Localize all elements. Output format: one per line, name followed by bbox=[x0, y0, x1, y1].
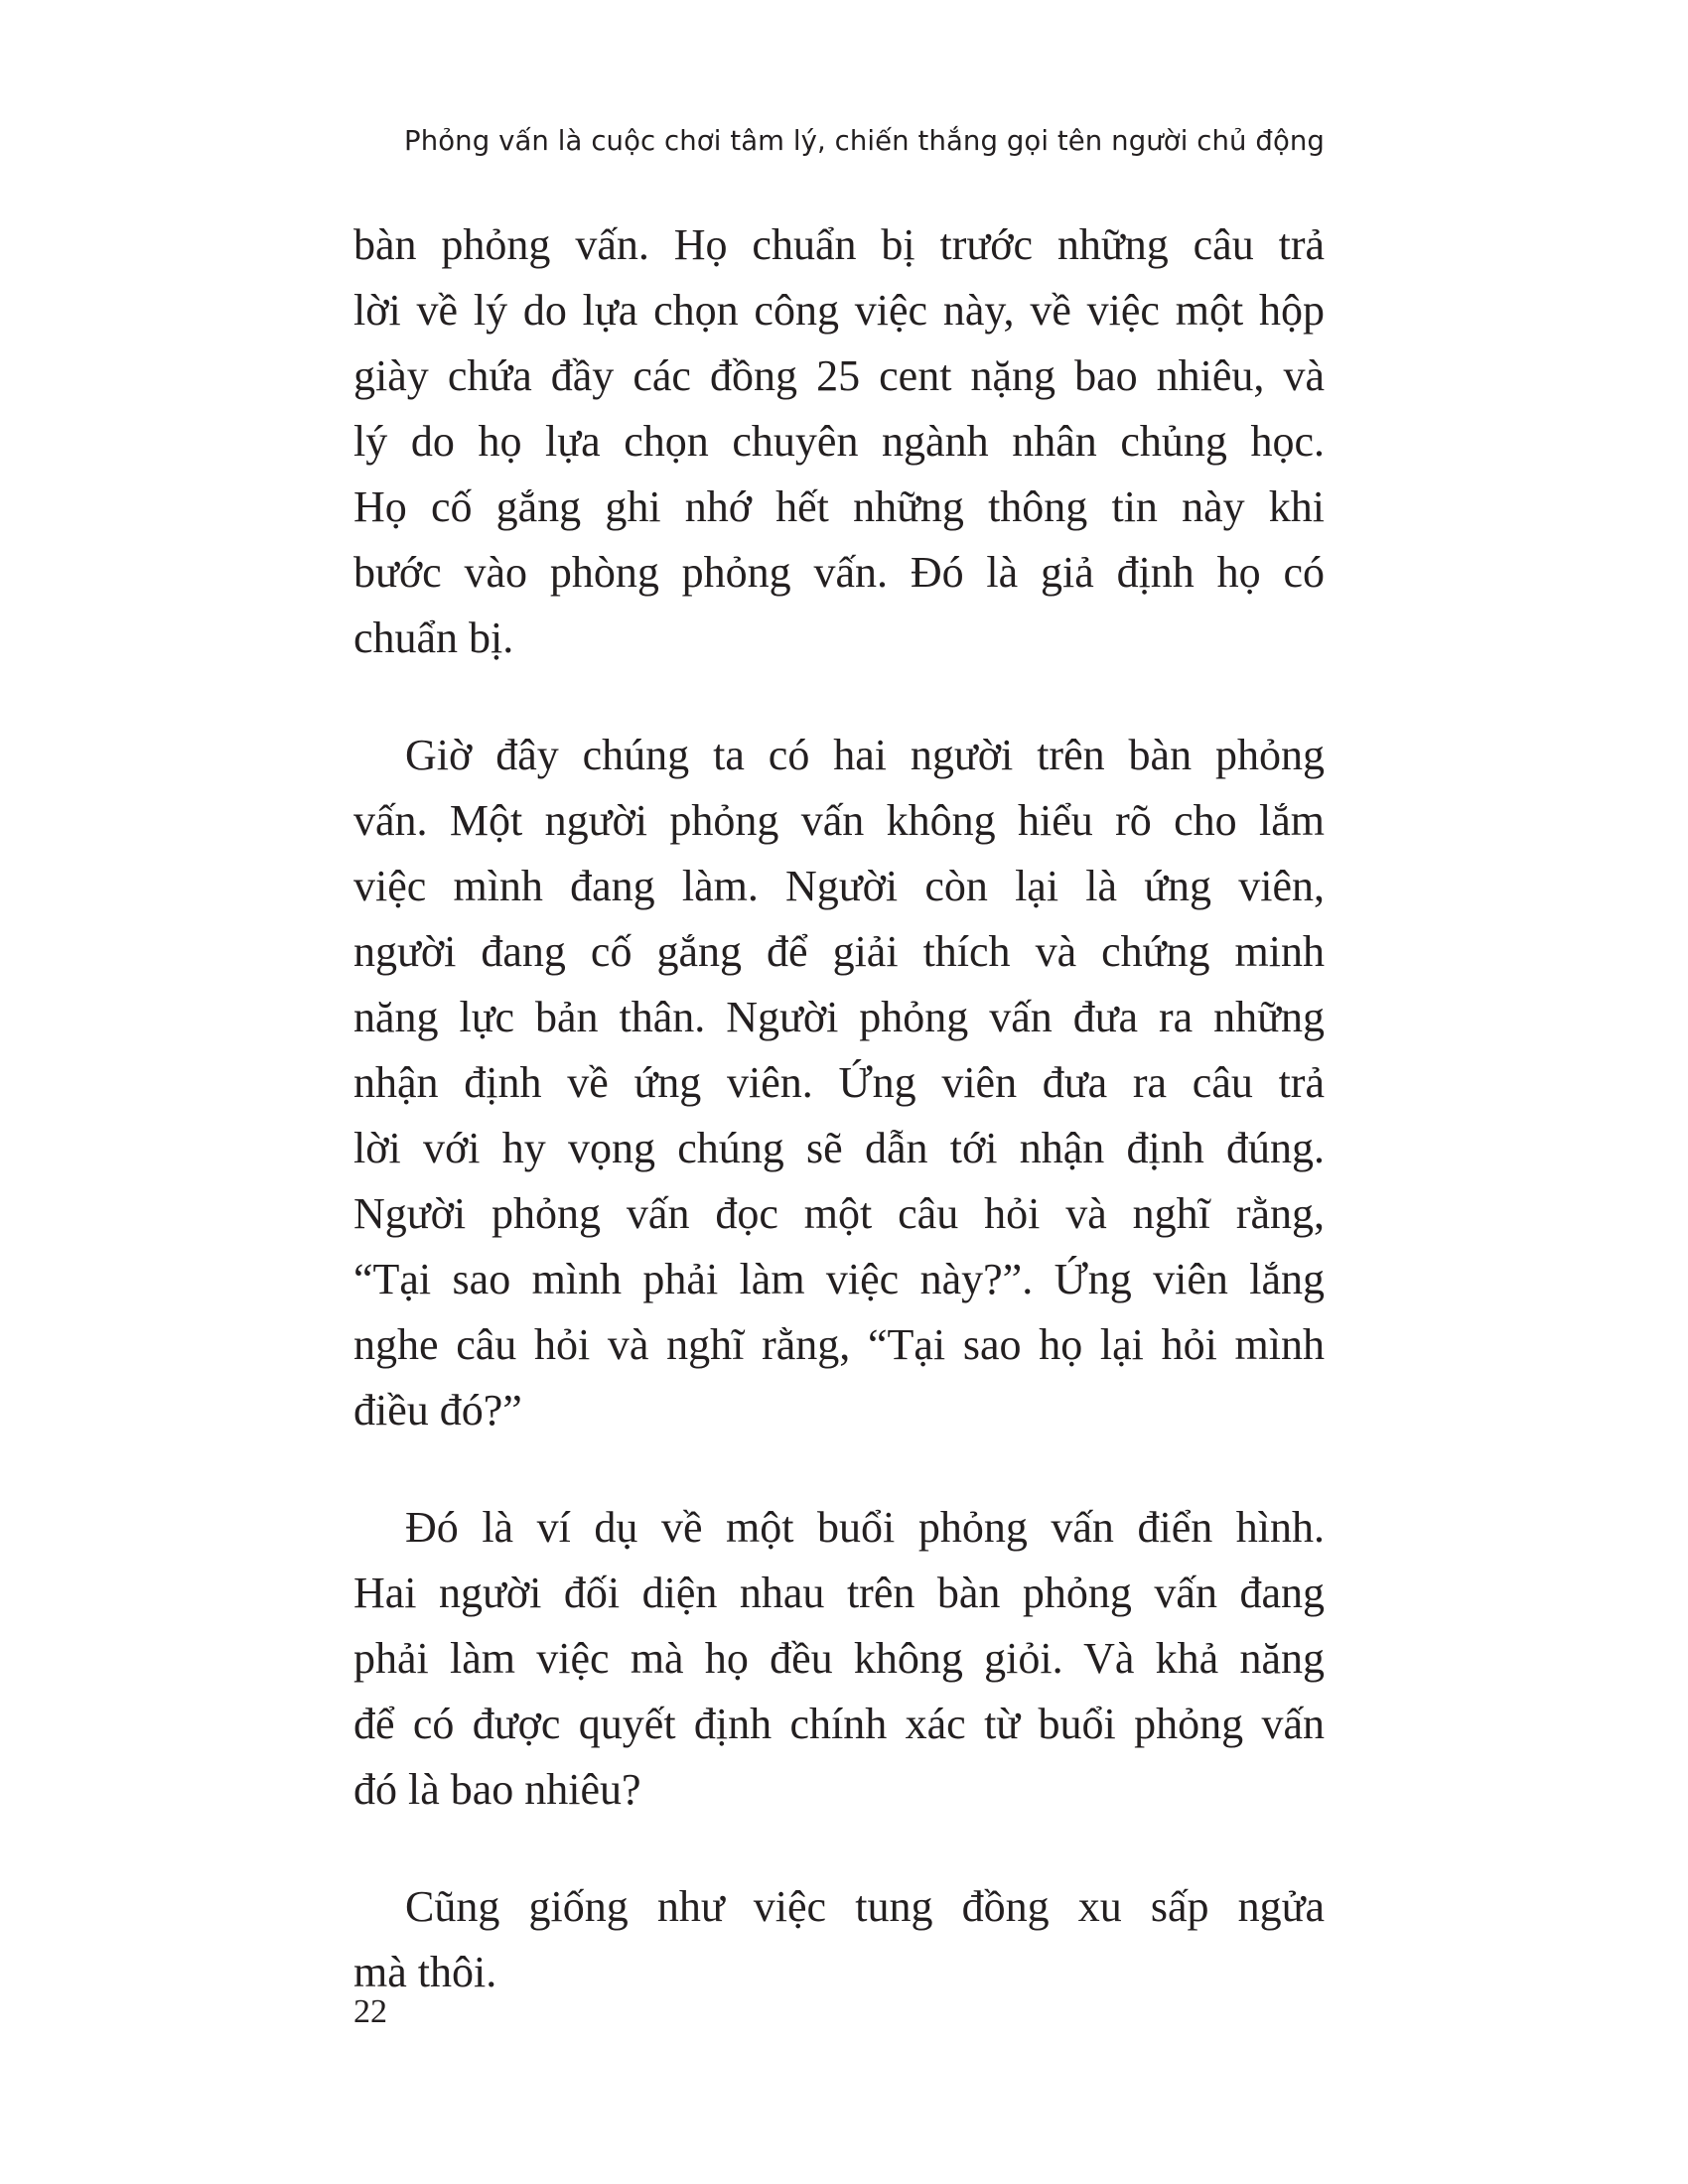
text-line: Đó là ví dụ về một buổi phỏng vấn điển hình. bbox=[405, 1503, 1325, 1552]
paragraph-3 bbox=[353, 1495, 1325, 1823]
text-line: lời về lý do lựa chọn công việc này, về việc một hộp bbox=[353, 286, 1325, 335]
text-line: mà thôi. bbox=[353, 1948, 497, 1996]
text-line: năng lực bản thân. Người phỏng vấn đưa ra những bbox=[353, 993, 1325, 1041]
text-line: vấn. Một người phỏng vấn không hiểu rõ cho lắm bbox=[353, 796, 1325, 845]
text-line: bàn phỏng vấn. Họ chuẩn bị trước những câu trả bbox=[353, 220, 1325, 269]
text-line: Người phỏng vấn đọc một câu hỏi và nghĩ rằng, bbox=[353, 1189, 1325, 1238]
text-line: người đang cố gắng để giải thích và chứng minh bbox=[353, 927, 1325, 976]
paragraph-2 bbox=[353, 723, 1325, 1443]
text-line: để có được quyết định chính xác từ buổi phỏng vấn bbox=[353, 1700, 1325, 1748]
page-number: 22 bbox=[353, 1993, 387, 2030]
text-line: Họ cố gắng ghi nhớ hết những thông tin này khi bbox=[353, 482, 1325, 531]
text-line: việc mình đang làm. Người còn lại là ứng viên, bbox=[353, 862, 1325, 910]
text-line: “Tại sao mình phải làm việc này?”. Ứng viên lắng bbox=[353, 1255, 1325, 1303]
paragraph-4 bbox=[353, 1874, 1325, 2005]
text-line: đó là bao nhiêu? bbox=[353, 1765, 641, 1814]
text-line: bước vào phòng phỏng vấn. Đó là giả định họ có bbox=[353, 548, 1325, 597]
text-line: nhận định về ứng viên. Ứng viên đưa ra câu trả bbox=[353, 1058, 1325, 1107]
text-line: nghe câu hỏi và nghĩ rằng, “Tại sao họ lại hỏi mình bbox=[353, 1320, 1325, 1369]
text-line: Cũng giống như việc tung đồng xu sấp ngửa bbox=[405, 1882, 1325, 1931]
text-line: Giờ đây chúng ta có hai người trên bàn phỏng bbox=[405, 731, 1325, 779]
text-line: giày chứa đầy các đồng 25 cent nặng bao nhiêu, và bbox=[353, 351, 1325, 400]
text-line: lời với hy vọng chúng sẽ dẫn tới nhận định đúng. bbox=[353, 1124, 1325, 1172]
text-line: Hai người đối diện nhau trên bàn phỏng vấn đang bbox=[353, 1569, 1325, 1617]
text-line: phải làm việc mà họ đều không giỏi. Và khả năng bbox=[353, 1634, 1325, 1683]
body-text bbox=[353, 212, 1325, 2057]
text-line: chuẩn bị. bbox=[353, 614, 514, 662]
text-line: lý do họ lựa chọn chuyên ngành nhân chủng học. bbox=[353, 417, 1325, 466]
paragraph-1 bbox=[353, 212, 1325, 671]
running-header: Phỏng vấn là cuộc chơi tâm lý, chiến thắng gọi tên người chủ động bbox=[404, 125, 1325, 157]
text-line: điều đó?” bbox=[353, 1386, 522, 1434]
